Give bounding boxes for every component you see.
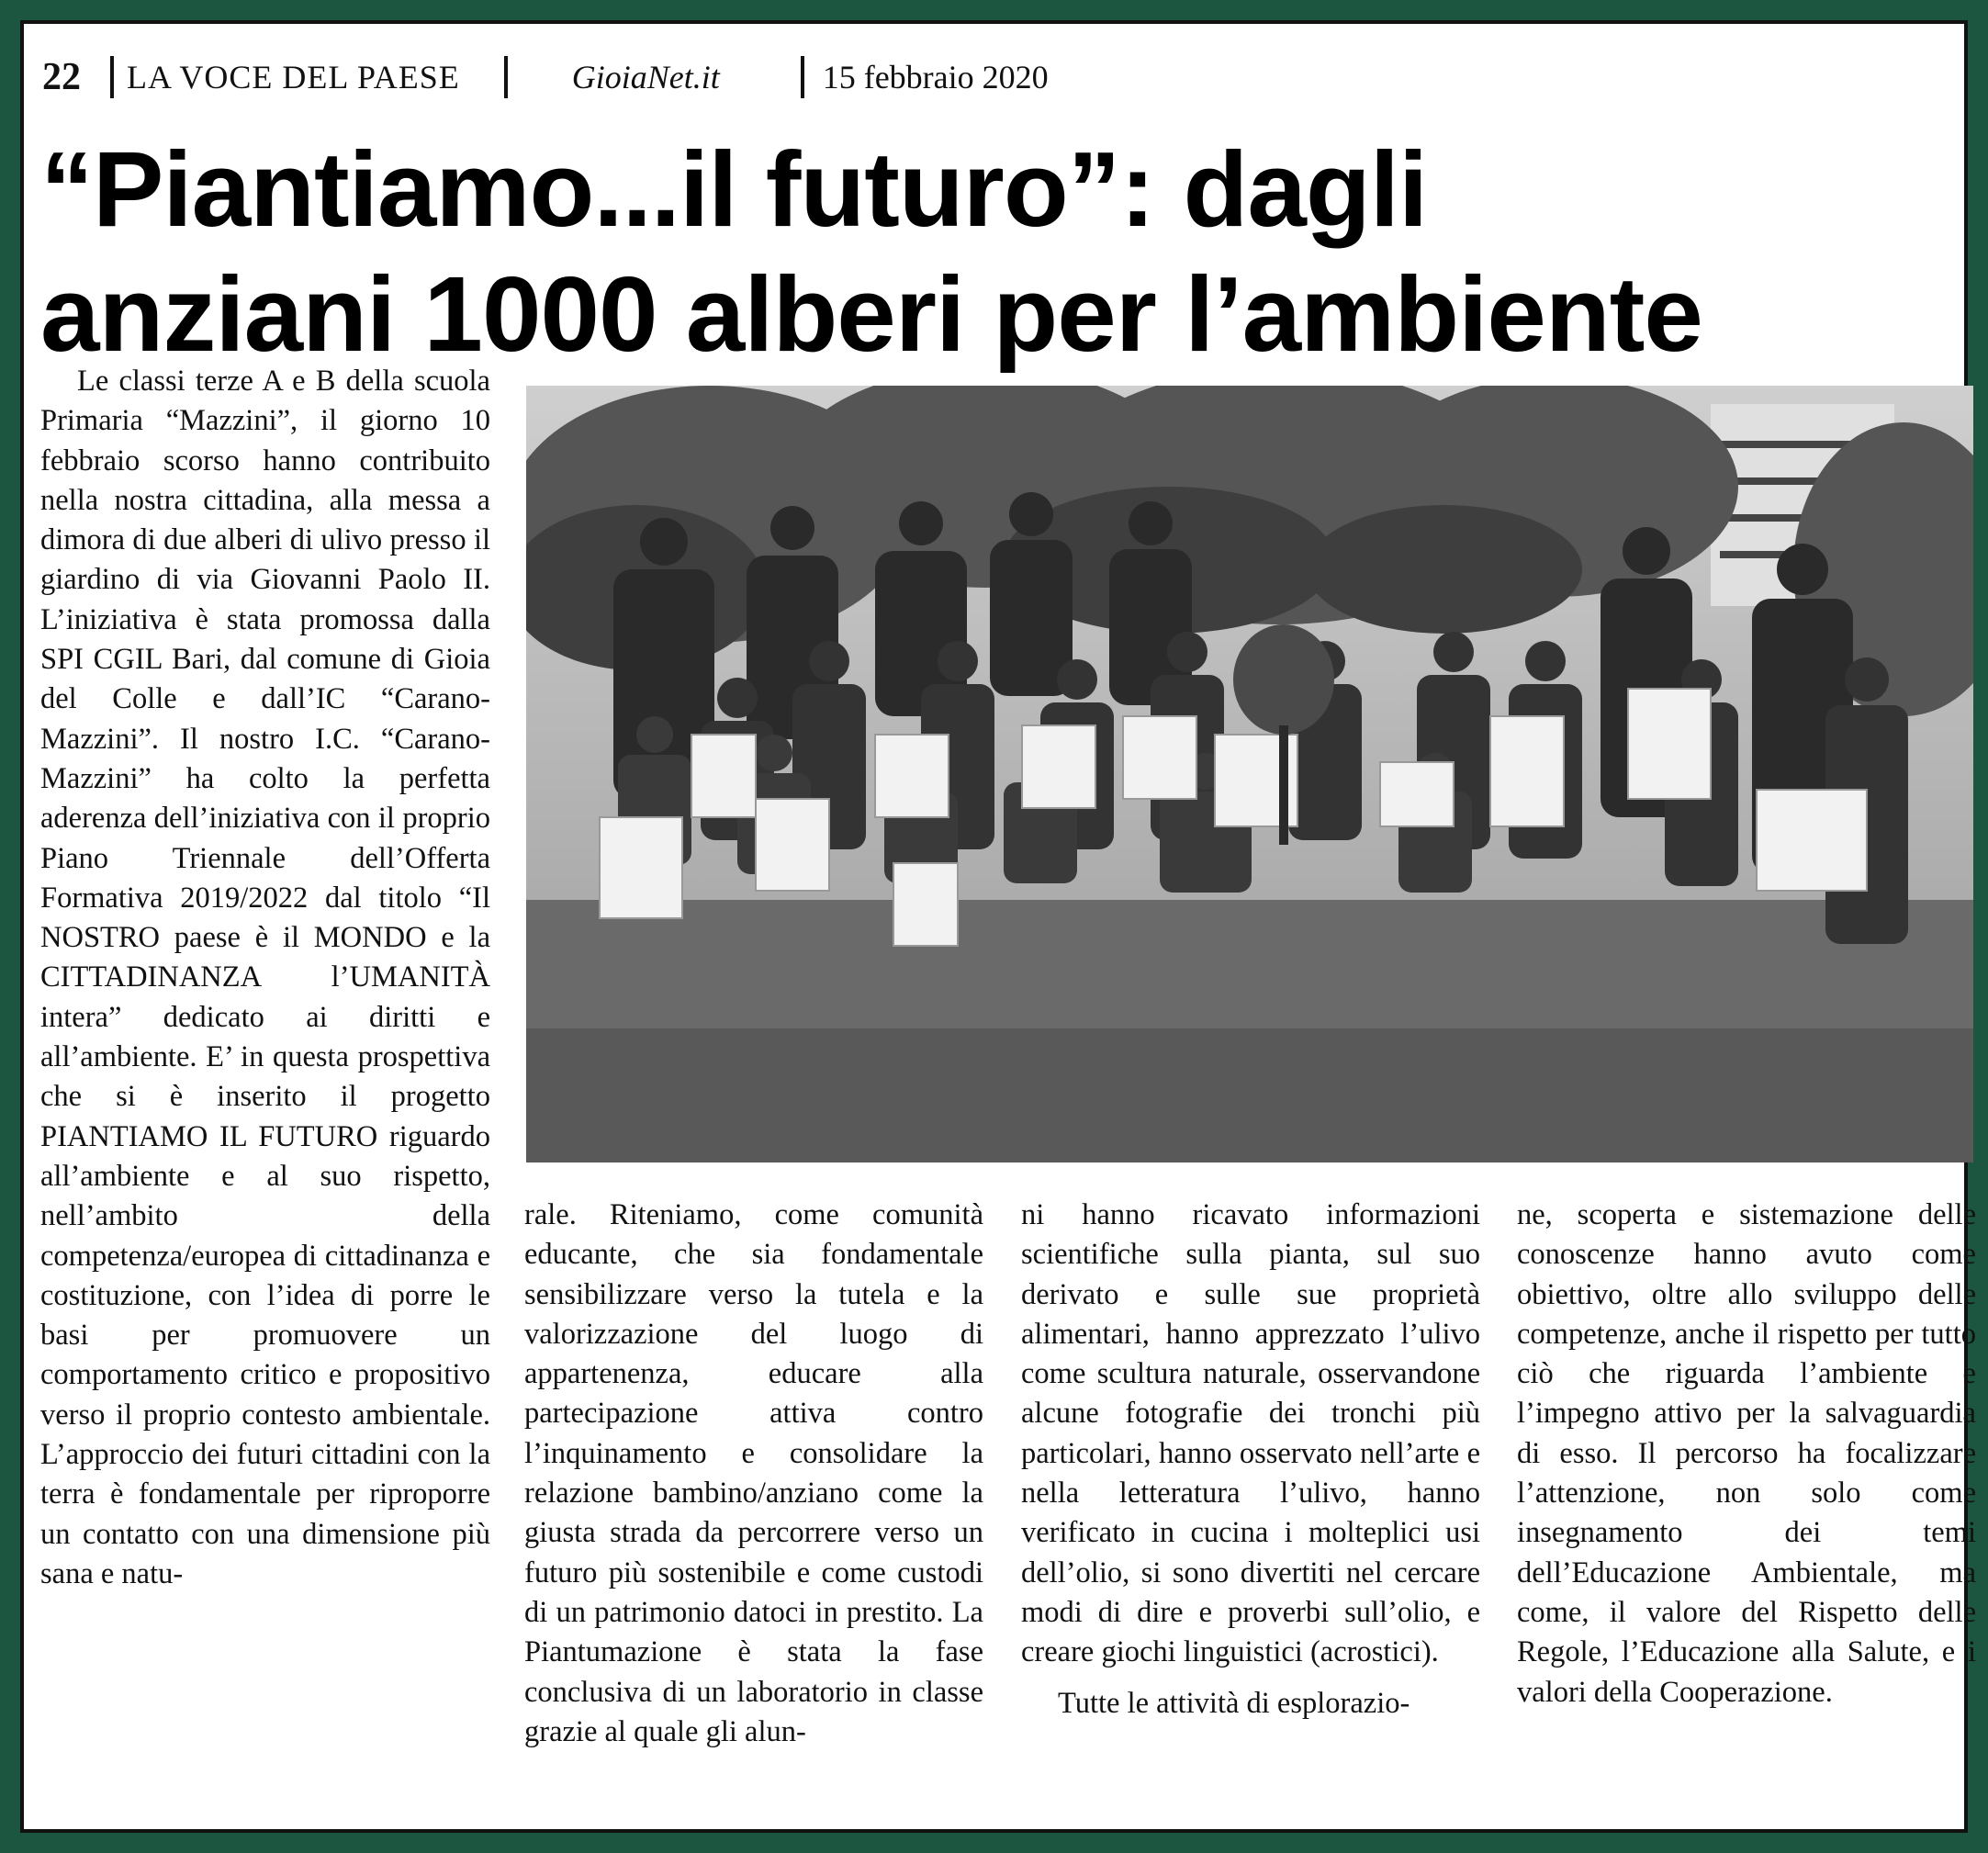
column-1-text: Le classi terze A e B della scuola Primaria “Mazzini”, il giorno 10 febbraio scorso hanno contribuito nella nostra cittadina, alla messa a dimora di due alberi di ulivo presso il giardino di via Giovanni Paolo II. L’iniziativa è stata promossa dalla SPI CGIL Bari, dal comune di Gioia del Colle e dall’IC “Carano-Mazzini”. Il nostro I.C. “Carano-Mazzini” ha colto la perfetta aderenza dell’iniziativa con il proprio Piano Triennale dell’Offerta Formativa 2019/2022 dal titolo “Il NOSTRO paese è il MONDO e la CITTADINANZA l’UMANITÀ intera” dedicato ai diritti e all’ambiente. E’ in questa prospettiva che si è inserito il progetto PIANTIAMO IL FUTURO riguardo all’ambiente e al suo rispetto, nell’ambito della competenza/europea di cittadinanza e costituzione, con l’idea di porre le basi per promuovere un comportamento critico e propositivo verso il proprio contesto ambientale. L’approccio dei futuri cittadini con la terra è fondamentale per riproporre un contatto con una dimensione più sana e natu- xyxy=(40,365,490,1590)
issue-date: 15 febbraio 2020 xyxy=(822,59,1049,95)
header-separator xyxy=(504,56,508,98)
publication-name: LA VOCE DEL PAESE xyxy=(127,59,460,95)
group-photo-image xyxy=(526,386,1973,1162)
article-headline xyxy=(40,127,1978,376)
article-column-1 xyxy=(40,362,490,1594)
article-column-3 xyxy=(1021,1196,1480,1724)
column-3-paragraph-2: Tutte le attività di esplorazio- xyxy=(1058,1686,1410,1720)
header-separator xyxy=(110,56,114,98)
column-2-text: rale. Riteniamo, come comunità educante, che sia fondamentale sensibilizzare verso la tutela e la valorizzazione del luogo di appartenenza, educare alla partecipazione attiva contro l’inquinamento e consolidare la relazione bambino/anziano come la giusta strada da percorrere verso un futuro più sostenibile e come custodi di un patrimonio datoci in prestito. La Piantumazione è stata la fase conclusiva di un laboratorio in classe grazie al quale gli alun- xyxy=(524,1198,983,1748)
page-header xyxy=(42,50,1049,105)
column-3-text: ni hanno ricavato informazioni scientifiche sulla pianta, sul suo derivato e sulle sue proprietà alimentari, hanno apprezzato l’ulivo come scultura naturale, osservandone alcune fotografie dei tronchi più particolari, hanno osservato nell’arte e nella letteratura l’ulivo, hanno verificato in cucina i molteplici usi dell’olio, si sono divertiti nel cercare modi di dire e proverbi sull’olio, e creare giochi linguistici (acrostici). xyxy=(1021,1198,1480,1669)
headline-line-1: “Piantiamo...il futuro”: dagli xyxy=(40,129,1428,249)
newspaper-page xyxy=(20,20,1976,1833)
article-column-4 xyxy=(1517,1196,1976,1713)
page-number: 22 xyxy=(42,56,81,98)
article-photo xyxy=(526,386,1973,1162)
column-4-text: ne, scoperta e sistemazione delle conoscenze hanno avuto come obiettivo, oltre allo sviluppo delle competenze, anche il rispetto per tutto ciò che riguarda l’ambiente e l’impegno attivo per la salvaguardia di esso. Il percorso ha focalizzare l’attenzione, non solo come insegnamento dei temi dell’Educazione Ambientale, ma come, il valore del Rispetto delle Regole, l’Educazione alla Salute, e i valori della Cooperazione. xyxy=(1517,1198,1976,1709)
site-name: GioiaNet.it xyxy=(571,59,720,95)
header-separator xyxy=(801,56,804,98)
headline-line-2: anziani 1000 alberi per l’ambiente xyxy=(40,254,1702,374)
article-column-2 xyxy=(524,1196,983,1752)
